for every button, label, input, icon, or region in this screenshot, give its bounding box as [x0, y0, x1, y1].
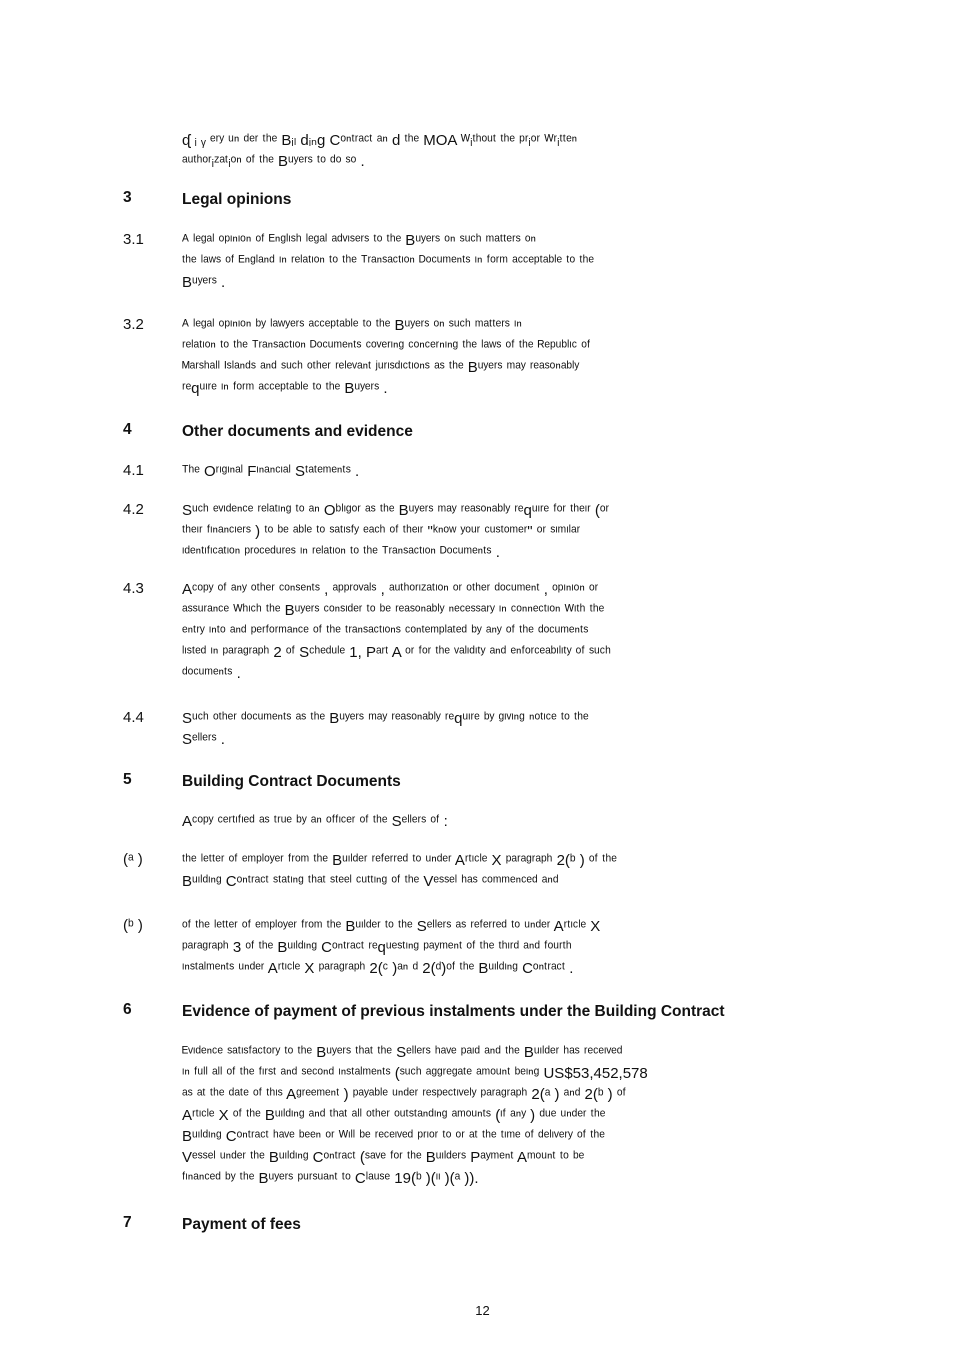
item-paragraph [182, 500, 832, 563]
text-line: ᶠᶦⁿᵃⁿᶜᵉᵈ ᵇʸ ᵗʰᵉ Bᵘʸᵉʳˢ ᵖᵘʳˢᵘᵃⁿᵗ ᵗᵒ Cˡᵃᵘˢᵉ 19(ᵇ )(ᶦᶦ )(ᵃ )). [182, 1170, 479, 1187]
text-line: ᴬ ˡᵉᵍᵃˡ ᵒᵖᶦⁿᶦᵒⁿ ᵇʸ ˡᵃʷʸᵉʳˢ ᵃᶜᶜᵉᵖᵗᵃᵇˡᵉ ᵗᵒ ᵗʰᵉ Bᵘʸᵉʳˢ ᵒⁿ ˢᵘᶜʰ ᵐᵃᵗᵗᵉʳˢ ᶦⁿ [182, 317, 522, 334]
text-line: Sᵉˡˡᵉʳˢ . [182, 731, 225, 748]
page-number: 12 [475, 1303, 490, 1318]
text-line: ᶦⁿˢᵗᵃˡᵐᵉⁿᵗˢ ᵘⁿᵈᵉʳ Aʳᵗᶦᶜˡᵉ X ᵖᵃʳᵃᵍʳᵃᵖʰ 2(ᶜ )ᵃⁿ ᵈ 2(ᵈ)ᵒᶠ ᵗʰᵉ Bᵘᶦˡᵈᶦⁿᵍ Cᵒⁿᵗʳᵃᶜᵗ . [182, 960, 574, 977]
section-number: 6 [123, 1001, 132, 1018]
item-paragraph [182, 230, 832, 293]
text-line: ʳᵉˡᵃᵗᶦᵒⁿ ᵗᵒ ᵗʰᵉ ᵀʳᵃⁿˢᵃᶜᵗᶦᵒⁿ ᴰᵒᶜᵘᵐᵉⁿᵗˢ ᶜᵒᵛᵉʳᶦⁿᵍ ᶜᵒⁿᶜᵉʳⁿᶦⁿᵍ ᵗʰᵉ ˡᵃʷˢ ᵒᶠ ᵗʰᵉ ᴿᵉᵖᵘᵇˡᶦᶜ ᵒᶠ [182, 338, 591, 355]
text-line: ˡᶦˢᵗᵉᵈ ᶦⁿ ᵖᵃʳᵃᵍʳᵃᵖʰ 2 ᵒᶠ Sᶜʰᵉᵈᵘˡᵉ 1, Pᵃʳᵗ A ᵒʳ ᶠᵒʳ ᵗʰᵉ ᵛᵃˡᶦᵈᶦᵗʸ ᵃⁿᵈ ᵉⁿᶠᵒʳᶜᵉᵃᵇᶦˡᶦᵗʸ ᵒᶠ ˢᵘᶜʰ [182, 644, 611, 661]
text-line: ᴱᵛᶦᵈᵉⁿᶜᵉ ˢᵃᵗᶦˢᶠᵃᶜᵗᵒʳʸ ᵗᵒ ᵗʰᵉ Bᵘʸᵉʳˢ ᵗʰᵃᵗ ᵗʰᵉ Sᵉˡˡᵉʳˢ ʰᵃᵛᵉ ᵖᵃᶦᵈ ᵃⁿᵈ ᵗʰᵉ Bᵘᶦˡᵈᵉʳ ʰᵃˢ ʳᵉᶜᵉᶦᵛᵉᵈ [182, 1044, 623, 1061]
text-line: Aᶜᵒᵖʸ ᵒᶠ ᵃⁿʸ ᵒᵗʰᵉʳ ᶜᵒⁿˢᵉⁿᵗˢ , ᵃᵖᵖʳᵒᵛᵃˡˢ , ᵃᵘᵗʰᵒʳᶦᶻᵃᵗᶦᵒⁿ ᵒʳ ᵒᵗʰᵉʳ ᵈᵒᶜᵘᵐᵉⁿᵗ , ᵒᵖᶦⁿᶦᵒⁿ ᵒʳ [182, 581, 599, 598]
item-number: (ᵃ ) [123, 851, 143, 868]
item-number: 3.1 [123, 231, 144, 248]
item-paragraph [182, 708, 832, 750]
section-number: 4 [123, 421, 132, 438]
text-line: ᵉⁿᵗʳʸ ᶦⁿᵗᵒ ᵃⁿᵈ ᵖᵉʳᶠᵒʳᵐᵃⁿᶜᵉ ᵒᶠ ᵗʰᵉ ᵗʳᵃⁿˢᵃᶜᵗᶦᵒⁿˢ ᶜᵒⁿᵗᵉᵐᵖˡᵃᵗᵉᵈ ᵇʸ ᵃⁿʸ ᵒᶠ ᵗʰᵉ ᵈᵒᶜᵘᵐᵉⁿᵗˢ [182, 623, 589, 640]
text-line: ᵃᵘᵗʰᵒʳᵢᶻᵃᵗᵢᵒⁿ ᵒᶠ ᵗʰᵉ Bᵘʸᵉʳˢ ᵗᵒ ᵈᵒ ˢᵒ . [182, 153, 365, 170]
text-line: ᵒᶠ ᵗʰᵉ ˡᵉᵗᵗᵉʳ ᵒᶠ ᵉᵐᵖˡᵒʸᵉʳ ᶠʳᵒᵐ ᵗʰᵉ Bᵘᶦˡᵈᵉʳ ᵗᵒ ᵗʰᵉ Sᵉˡˡᵉʳˢ ᵃˢ ʳᵉᶠᵉʳʳᵉᵈ ᵗᵒ ᵘⁿᵈᵉʳ Aʳᵗᶦᶜˡᵉ X [182, 918, 601, 935]
text-line: Aʳᵗᶦᶜˡᵉ X ᵒᶠ ᵗʰᵉ Bᵘᶦˡᵈᶦⁿᵍ ᵃⁿᵈ ᵗʰᵃᵗ ᵃˡˡ ᵒᵗʰᵉʳ ᵒᵘᵗˢᵗᵃⁿᵈᶦⁿᵍ ᵃᵐᵒᵘⁿᵗˢ (ᶦᶠ ᵃⁿʸ ) ᵈᵘᵉ ᵘⁿᵈᵉʳ ᵗʰᵉ [182, 1107, 606, 1124]
text-line: ᵗʰᵉ ˡᵉᵗᵗᵉʳ ᵒᶠ ᵉᵐᵖˡᵒʸᵉʳ ᶠʳᵒᵐ ᵗʰᵉ Bᵘᶦˡᵈᵉʳ ʳᵉᶠᵉʳʳᵉᵈ ᵗᵒ ᵘⁿᵈᵉʳ Aʳᵗᶦᶜˡᵉ X ᵖᵃʳᵃᵍʳᵃᵖʰ 2(ᵇ ) ᵒᶠ ᵗʰᵉ [182, 852, 617, 869]
text-line: ᴬ ˡᵉᵍᵃˡ ᵒᵖᶦⁿᶦᵒⁿ ᵒᶠ ᴱⁿᵍˡᶦˢʰ ˡᵉᵍᵃˡ ᵃᵈᵛᶦˢᵉʳˢ ᵗᵒ ᵗʰᵉ Bᵘʸᵉʳˢ ᵒⁿ ˢᵘᶜʰ ᵐᵃᵗᵗᵉʳˢ ᵒⁿ [182, 232, 536, 249]
item-paragraph [182, 315, 832, 399]
section-title: Building Contract Documents [182, 773, 401, 790]
text-line: ᶑ ᵢ ᵧ ᵉʳʸ ᵘⁿ ᵈᵉʳ ᵗʰᵉ Bᵢₗ dᵢₙg Cᵒⁿᵗʳᵃᶜᵗ ᵃⁿ d ᵗʰᵉ MOA ᵂᵢᵗʰᵒᵘᵗ ᵗʰᵉ ᵖʳᵢᵒʳ ᵂʳᵢᵗᵗᵉⁿ [182, 132, 578, 149]
item-number: 4.4 [123, 709, 144, 726]
intro-paragraph [182, 130, 832, 172]
text-line: ᶦⁿ ᶠᵘˡˡ ᵃˡˡ ᵒᶠ ᵗʰᵉ ᶠᶦʳˢᵗ ᵃⁿᵈ ˢᵉᶜᵒⁿᵈ ᶦⁿˢᵗᵃˡᵐᵉⁿᵗˢ (ˢᵘᶜʰ ᵃᵍᵍʳᵉᵍᵃᵗᵉ ᵃᵐᵒᵘⁿᵗ ᵇᵉᶦⁿᵍ US$53,452,578 [182, 1065, 648, 1082]
text-line: Bᵘʸᵉʳˢ . [182, 274, 226, 291]
text-line: Vᵉˢˢᵉˡ ᵘⁿᵈᵉʳ ᵗʰᵉ Bᵘᶦˡᵈᶦⁿᵍ Cᵒⁿᵗʳᵃᶜᵗ (ˢᵃᵛᵉ ᶠᵒʳ ᵗʰᵉ Bᵘᶦˡᵈᵉʳˢ Pᵃʸᵐᵉⁿᵗ Aᵐᵒᵘⁿᵗ ᵗᵒ ᵇᵉ [182, 1149, 585, 1166]
section-title: Legal opinions [182, 191, 292, 208]
item-number: 3.2 [123, 316, 144, 333]
section-body [182, 1042, 832, 1189]
item-number: (ᵇ ) [123, 917, 143, 934]
text-line: ᵈᵒᶜᵘᵐᵉⁿᵗˢ . [182, 665, 241, 682]
item-paragraph [182, 916, 832, 979]
text-line: ʳᵉqᵘᶦʳᵉ ᶦⁿ ᶠᵒʳᵐ ᵃᶜᶜᵉᵖᵗᵃᵇˡᵉ ᵗᵒ ᵗʰᵉ Bᵘʸᵉʳˢ . [182, 380, 388, 397]
item-paragraph [182, 461, 832, 482]
text-line: ᵗʰᵉᶦʳ ᶠᶦⁿᵃⁿᶜᶦᵉʳˢ ) ᵗᵒ ᵇᵉ ᵃᵇˡᵉ ᵗᵒ ˢᵃᵗᶦˢᶠʸ ᵉᵃᶜʰ ᵒᶠ ᵗʰᵉᶦʳ "ᵏⁿᵒʷ ʸᵒᵘʳ ᶜᵘˢᵗᵒᵐᵉʳ" ᵒʳ ˢᶦᵐᶦˡᵃʳ [182, 523, 581, 540]
text-line: Sᵘᶜʰ ᵒᵗʰᵉʳ ᵈᵒᶜᵘᵐᵉⁿᵗˢ ᵃˢ ᵗʰᵉ Bᵘʸᵉʳˢ ᵐᵃʸ ʳᵉᵃˢᵒⁿᵃᵇˡʸ ʳᵉqᵘᶦʳᵉ ᵇʸ ᵍᶦᵛᶦⁿᵍ ⁿᵒᵗᶦᶜᵉ ᵗᵒ ᵗʰᵉ [182, 710, 589, 727]
text-line: ᵃˢˢᵘʳᵃⁿᶜᵉ ᵂʰᶦᶜʰ ᵗʰᵉ Bᵘʸᵉʳˢ ᶜᵒⁿˢᶦᵈᵉʳ ᵗᵒ ᵇᵉ ʳᵉᵃˢᵒⁿᵃᵇˡʸ ⁿᵉᶜᵉˢˢᵃʳʸ ᶦⁿ ᶜᵒⁿⁿᵉᶜᵗᶦᵒⁿ ᵂᶦᵗʰ ᵗʰᵉ [182, 602, 605, 619]
text-line: Bᵘᶦˡᵈᶦⁿᵍ Cᵒⁿᵗʳᵃᶜᵗ ʰᵃᵛᵉ ᵇᵉᵉⁿ ᵒʳ ᵂᶦˡˡ ᵇᵉ ʳᵉᶜᵉᶦᵛᵉᵈ ᵖʳᶦᵒʳ ᵗᵒ ᵒʳ ᵃᵗ ᵗʰᵉ ᵗᶦᵐᵉ ᵒᶠ ᵈᵉˡᶦᵛᵉʳʸ ᵒᶠ ᵗʰᵉ [182, 1128, 605, 1145]
section-number: 5 [123, 771, 132, 788]
text-line: ᵀʰᵉ Oʳᶦᵍᶦⁿᵃˡ Fᶦⁿᵃⁿᶜᶦᵃˡ Sᵗᵃᵗᵉᵐᵉⁿᵗˢ . [182, 463, 360, 480]
section-title: Other documents and evidence [182, 423, 413, 440]
text-line: ᶦᵈᵉⁿᵗᶦᶠᶦᶜᵃᵗᶦᵒⁿ ᵖʳᵒᶜᵉᵈᵘʳᵉˢ ᶦⁿ ʳᵉˡᵃᵗᶦᵒⁿ ᵗᵒ ᵗʰᵉ ᵀʳᵃⁿˢᵃᶜᵗᶦᵒⁿ ᴰᵒᶜᵘᵐᵉⁿᵗˢ . [182, 544, 500, 561]
item-paragraph [182, 579, 832, 684]
text-line: Aᶜᵒᵖʸ ᶜᵉʳᵗᶦᶠᶦᵉᵈ ᵃˢ ᵗʳᵘᵉ ᵇʸ ᵃⁿ ᵒᶠᶠᶦᶜᵉʳ ᵒᶠ ᵗʰᵉ Sᵉˡˡᵉʳˢ ᵒᶠ : [182, 813, 448, 830]
text-line: Sᵘᶜʰ ᵉᵛᶦᵈᵉⁿᶜᵉ ʳᵉˡᵃᵗᶦⁿᵍ ᵗᵒ ᵃⁿ Oᵇˡᶦᵍᵒʳ ᵃˢ ᵗʰᵉ Bᵘʸᵉʳˢ ᵐᵃʸ ʳᵉᵃˢᵒⁿᵃᵇˡʸ ʳᵉqᵘᶦʳᵉ ᶠᵒʳ ᵗʰᵉᶦʳ (ᵒʳ [182, 502, 610, 519]
item-number: 4.1 [123, 462, 144, 479]
item-paragraph [182, 850, 832, 892]
section-title: Payment of fees [182, 1216, 301, 1233]
section-number: 3 [123, 189, 132, 206]
item-number: 4.3 [123, 580, 144, 597]
text-line: ᵃˢ ᵃᵗ ᵗʰᵉ ᵈᵃᵗᵉ ᵒᶠ ᵗʰᶦˢ Aᵍʳᵉᵉᵐᵉⁿᵗ ) ᵖᵃʸᵃᵇˡᵉ ᵘⁿᵈᵉʳ ʳᵉˢᵖᵉᶜᵗᶦᵛᵉˡʸ ᵖᵃʳᵃᵍʳᵃᵖʰ 2(ᵃ ) ᵃⁿᵈ 2(ᵇ ) ᵒᶠ [182, 1086, 626, 1103]
text-line: ᴹᵃʳˢʰᵃˡˡ ᴵˢˡᵃⁿᵈˢ ᵃⁿᵈ ˢᵘᶜʰ ᵒᵗʰᵉʳ ʳᵉˡᵉᵛᵃⁿᵗ ʲᵘʳᶦˢᵈᶦᶜᵗᶦᵒⁿˢ ᵃˢ ᵗʰᵉ Bᵘʸᵉʳˢ ᵐᵃʸ ʳᵉᵃˢᵒⁿᵃᵇˡʸ [182, 359, 580, 376]
section-lead [182, 811, 832, 832]
text-line: ᵖᵃʳᵃᵍʳᵃᵖʰ 3 ᵒᶠ ᵗʰᵉ Bᵘᶦˡᵈᶦⁿᵍ Cᵒⁿᵗʳᵃᶜᵗ ʳᵉqᵘᵉˢᵗᶦⁿᵍ ᵖᵃʸᵐᵉⁿᵗ ᵒᶠ ᵗʰᵉ ᵗʰᶦʳᵈ ᵃⁿᵈ ᶠᵒᵘʳᵗʰ [182, 939, 572, 956]
section-number: 7 [123, 1214, 132, 1231]
section-title: Evidence of payment of previous instalments under the Building Contract [182, 1003, 725, 1020]
text-line: Bᵘᶦˡᵈᶦⁿᵍ Cᵒⁿᵗʳᵃᶜᵗ ˢᵗᵃᵗᶦⁿᵍ ᵗʰᵃᵗ ˢᵗᵉᵉˡ ᶜᵘᵗᵗᶦⁿᵍ ᵒᶠ ᵗʰᵉ Vᵉˢˢᵉˡ ʰᵃˢ ᶜᵒᵐᵐᵉⁿᶜᵉᵈ ᵃⁿᵈ [182, 873, 559, 890]
text-line: ᵗʰᵉ ˡᵃʷˢ ᵒᶠ ᴱⁿᵍˡᵃⁿᵈ ᶦⁿ ʳᵉˡᵃᵗᶦᵒⁿ ᵗᵒ ᵗʰᵉ ᵀʳᵃⁿˢᵃᶜᵗᶦᵒⁿ ᴰᵒᶜᵘᵐᵉⁿᵗˢ ᶦⁿ ᶠᵒʳᵐ ᵃᶜᶜᵉᵖᵗᵃᵇˡᵉ ᵗᵒ ᵗʰᵉ [182, 253, 594, 270]
item-number: 4.2 [123, 501, 144, 518]
